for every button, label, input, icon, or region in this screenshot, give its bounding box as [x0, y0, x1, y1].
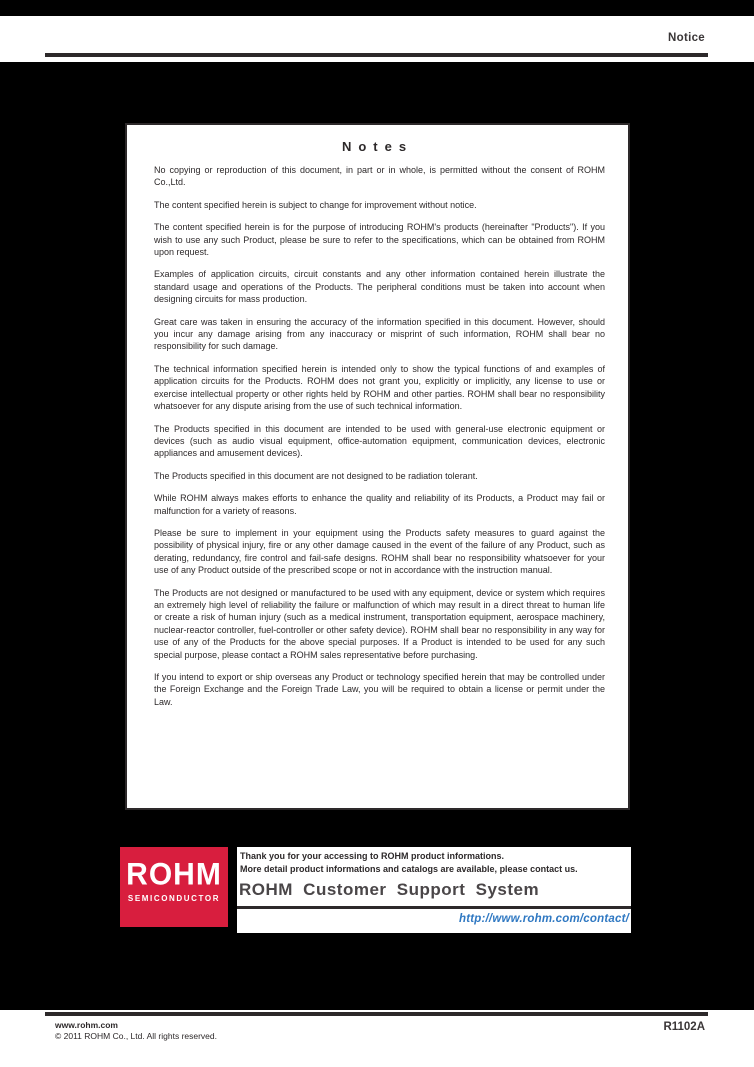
rohm-logo: [120, 847, 228, 927]
support-system-title: ROHM Customer Support System: [239, 880, 540, 899]
notes-paragraph: The Products specified in this document are intended to be used with general-use electronic equipment or devices (such as audio visual equipment, office-automation equipment, communication devices, electronic appliances and amusement devices).: [154, 423, 605, 459]
footer-rule: [45, 1012, 708, 1016]
notes-paragraph: The Products are not designed or manufactured to be used with any equipment, device or system which requires an extremely high level of reliability the failure or malfunction of which may result in a direct threat to human life or create a risk of human injury (such as a medical instrument, transportation equipment, aerospace machinery, nuclear-reactor controller, fuel-controller or other safety device). ROHM shall bear no responsibility in any way for use of any of the Products for the above special purposes. If a Product is intended to be used for any such special purpose, please contact a ROHM sales representative before purchasing.: [154, 587, 605, 660]
notes-paragraph: If you intend to export or ship overseas any Product or technology specified herein that may be controlled under the Foreign Exchange and the Foreign Trade Law, you will be required to obtain a license or permit under the Law.: [154, 672, 605, 707]
notes-paragraph: The technical information specified herein is intended only to show the typical functions of and examples of application circuits for the Products. ROHM does not grant you, explicitly or implicitly, any license to use or exercise intellectual property or other rights held by ROHM and other parties. ROHM shall bear no responsibility whatsoever for any dispute arising from the use of such technical information.: [154, 363, 605, 412]
support-thanks-line: Thank you for your accessing to ROHM product informations.: [240, 851, 505, 861]
notes-paragraph: Examples of application circuits, circuit constants and any other information contained herein illustrate the standard usage and operations of the Products. The peripheral conditions must be taken into account when designing circuits for mass production.: [154, 269, 605, 305]
page-header-label: Notice: [668, 32, 705, 44]
footer-copyright: © 2011 ROHM Co., Ltd. All rights reserved.: [55, 1031, 218, 1041]
rohm-logo-wordmark: ROHM: [126, 857, 222, 892]
footer-website: www.rohm.com: [55, 1020, 118, 1030]
header-band: [0, 16, 754, 62]
notes-paragraph: The content specified herein is for the purpose of introducing ROHM's products (hereinafter "Products"). If you wish to use any such Product, please be sure to refer to the specifications, which can be obtained from ROHM upon request.: [154, 222, 605, 258]
notes-paragraph: Great care was taken in ensuring the accuracy of the information specified in this document. However, should you incur any damage arising from any inaccuracy or misprint of such information, ROHM shall bear no responsibility for such damage.: [154, 316, 605, 352]
notes-paragraph: The content specified herein is subject to change for improvement without notice.: [154, 199, 477, 210]
notes-paragraph: While ROHM always makes efforts to enhance the quality and reliability of its Products, a Product may fail or malfunction for a variety of reasons.: [154, 493, 605, 516]
footer-doc-code: R1102A: [663, 1021, 705, 1033]
footer-band: [0, 1010, 754, 1067]
rohm-logo-subbrand: SEMICONDUCTOR: [127, 894, 221, 903]
notes-paragraph-list: [127, 164, 628, 708]
notes-box: [125, 123, 630, 810]
support-rule: [237, 906, 631, 909]
support-detail-line: More detail product informations and catalogs are available, please contact us.: [240, 864, 578, 874]
notes-paragraph: The Products specified in this document are not designed to be radiation tolerant.: [154, 470, 478, 481]
header-rule: [45, 53, 708, 57]
notes-paragraph: No copying or reproduction of this document, in part or in whole, is permitted without the consent of ROHM Co.,Ltd.: [154, 165, 605, 188]
contact-url-link[interactable]: http://www.rohm.com/contact/: [458, 913, 629, 925]
notes-paragraph: Please be sure to implement in your equipment using the Products safety measures to guard against the possibility of physical injury, fire or any other damage caused in the event of the failure of any Product, such as derating, redundancy, fire control and fail-safe designs. ROHM shall bear no responsibility whatsoever for your use of any Product outside of the prescribed scope or not in accordance with the instruction manual.: [154, 527, 605, 576]
customer-support-block: [237, 847, 631, 933]
notes-title: Notes: [341, 139, 414, 154]
